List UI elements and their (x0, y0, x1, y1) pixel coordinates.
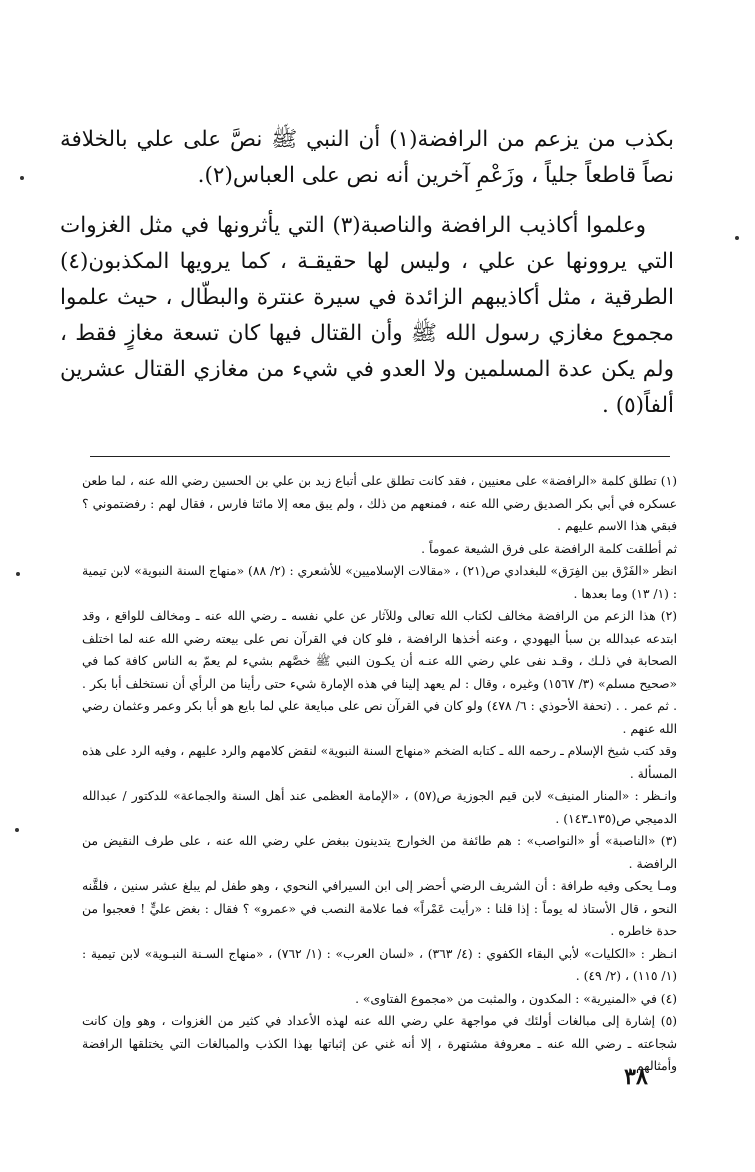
footnote-2-continuation: وقد كتب شيخ الإسلام ـ رحمه الله ـ كتابه الضخم «منهاج السنة النبوية» لنقض كلامهم والرد عليهم ، وفيه الرد على هذه المسألة . (82, 744, 677, 781)
footnote-3-reference: انـظر : «الكليات» لأبي البقاء الكفوي : (٤/ ٣٦٣) ، «لسان العرب» : (١/ ٧٦٢) ، «منهاج السـنة النبـوية» لابن تيمية : (١/ ١١٥) ، (٢/ ٤٩) . (82, 946, 677, 983)
main-paragraph-2: وعلموا أكاذيب الرافضة والناصبة(٣) التي يأثرونها في مثل الغزوات التي يروونها عن علي ، وليس لها حقيقـة ، كما يرويها المكذبون(٤) الطرقية ، مثل أكاذيبهم الزائدة في سيرة عنترة والبطّال ، حيث علموا مجموع مغازي رسول الله ﷺ وأن القتال فيها كان تسعة مغازٍ فقط ، ولم يكن عدة المسلمين ولا العدو في شيء من مغازي القتال عشرين ألفاً(٥) . (60, 213, 674, 418)
footnote-1-reference: انظر «الفَرْق بين الفِرَق» للبغدادي ص(٢١) ، «مقالات الإسلاميين» للأشعري : (٢/ ٨٨) «منهاج السنة النبوية» لابن تيمية : (١/ ١٣) وما بعدها . (82, 564, 677, 601)
footnote-5: (٥) إشارة إلى مبالغات أولئك في مواجهة علي رضي الله عنه لهذه الأعداد في كثير من الغزوات ، وهو وإن كانت شجاعته ـ رضي الله عنه ـ معروفة مشتهرة ، إلا أنه غني عن إثباتها بهذا الكذب والمبالغات التي يختلقها الرافضة وأمثالهم . (82, 1014, 677, 1073)
footnotes-section (82, 470, 677, 1078)
footnote-2: (٢) هذا الزعم من الرافضة مخالف لكتاب الله تعالى وللآثار عن علي نفسه ـ رضي الله عنه ـ ومخالف للواقع ، وقد ابتدعه عبدالله بن سبأ اليهودي ، وعنه أخذها الرافضة ، فلو كان في القرآن نص على بيعته رضي الله عنه لما اختلف الصحابة في ذلـك ، وقـد نفى علي رضي الله عنـه أن يكـون النبي ﷺ خصَّهم بشيء لم يعمّ به الناس كافة كما في «صحيح مسلم» (٣/ ١٥٦٧) وغيره ، وقال : لم يعهد إلينا في هذه الإمارة شيء حتى رأينا من الرأي أن نستخلف أبا بكر . . ثم عمر . . (تحفة الأحوذي : ٦/ ٤٧٨) ولو كان في القرآن نص على مبايعة علي لما بايع هو أبا بكر وعمر وعثمان رضي الله عنهم . (82, 609, 677, 736)
main-text-body (60, 122, 674, 438)
footnote-1-continuation: ثم أطلقت كلمة الرافضة على فرق الشيعة عموماً . (421, 541, 677, 556)
margin-mark-dot (15, 828, 19, 832)
footnote-1: (١) تطلق كلمة «الرافضة» على معنيين ، فقد كانت تطلق على أتباع زيد بن علي بن الحسين رضي الله عنه ، لما طعن عسكره في أبي بكر الصديق رضي الله عنه ، فمنعهم من ذلك ، ولم يبق معه إلا مائتا فارس ، فقال لهم : رفضتموني ؟ فبقي هذا الاسم عليهم . (82, 474, 677, 533)
footnote-3-continuation: ومـا يحكى وفيه طرافة : أن الشريف الرضي أحضر إلى ابن السيرافي النحوي ، وهو طفل لم يبلغ عشر سنين ، فلقَّنه النحو ، قال الأستاذ له يوماً : إذا قلنا : «رأيت عَمْراً» فما علامة النصب في «عمرو» ؟ فقال : بغض عليٍّ ! فعجبوا من حدة خاطره . (82, 879, 677, 938)
margin-mark-dot (20, 176, 24, 180)
main-paragraph-1: بكذب من يزعم من الرافضة(١) أن النبي ﷺ نصَّ على علي بالخلافة نصاً قاطعاً جلياً ، وزَعْمِ آخرين أنه نص على العباس(٢). (60, 127, 674, 188)
margin-mark-dot (16, 572, 20, 576)
footnote-4: (٤) في «المنيرية» : المكدون ، والمثبت من «مجموع الفتاوى» . (355, 991, 677, 1006)
margin-mark-dot (735, 236, 739, 240)
footnote-separator (90, 456, 670, 457)
footnote-2-reference: وانـظر : «المنار المنيف» لابن قيم الجوزية ص(٥٧) ، «الإمامة العظمى عند أهل السنة والجماعة» للدكتور / عبدالله الدميجي ص(١٣٥ـ١٤٣) . (82, 789, 677, 826)
footnote-3: (٣) «الناصبة» أو «النواصب» : هم طائفة من الخوارج يتدينون ببغض علي رضي الله عنه ، على طرف النقيض من الرافضة . (82, 834, 677, 871)
page-number: ٣٨ (624, 1064, 648, 1090)
